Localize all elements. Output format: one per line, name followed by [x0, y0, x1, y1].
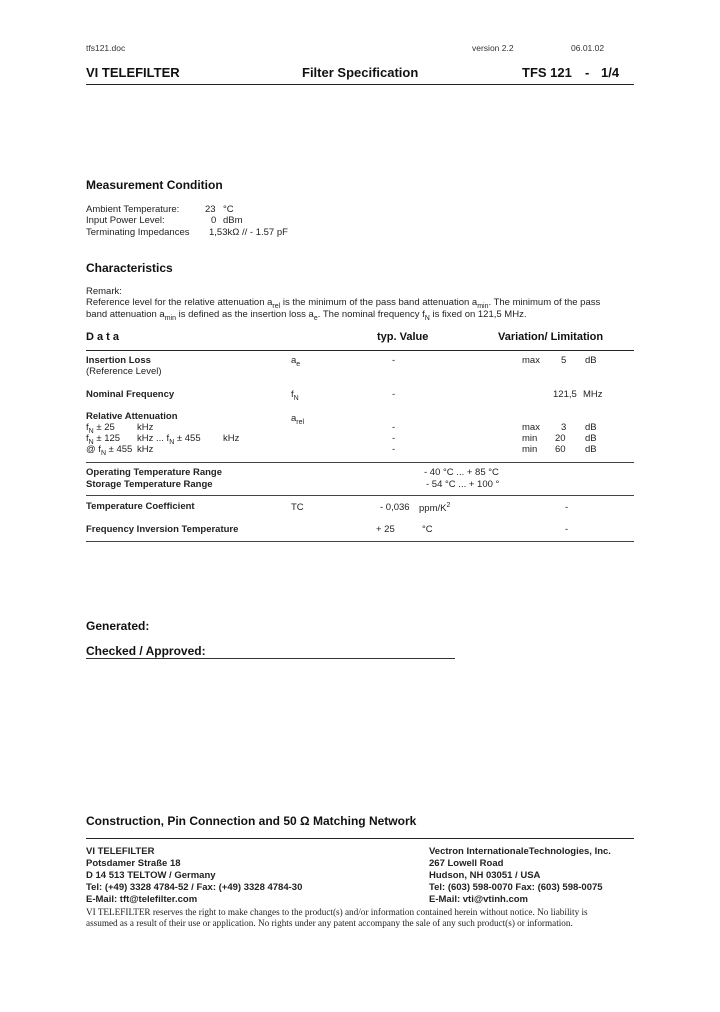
relative-attenuation-symbol: $a_{rel}$ [291, 413, 305, 426]
insertion-loss-unit: dB [585, 355, 597, 366]
company-name: VI TELEFILTER [86, 65, 180, 80]
measurement-value: 0 [211, 215, 217, 226]
rel-att-condition-unit: kHz [223, 433, 240, 444]
table-rule [86, 495, 634, 496]
footer-rule [86, 838, 634, 839]
remark-label: Remark: [86, 286, 122, 297]
footer-left-email[interactable]: E-Mail: tft@telefilter.com [86, 894, 198, 905]
temp-coefficient-unit: ppm/$K^2$ [419, 502, 451, 515]
freq-inversion-label: Frequency Inversion Temperature [86, 524, 239, 535]
rel-att-condition-unit: kHz [137, 444, 154, 455]
nominal-frequency-value: 121,5 [553, 389, 577, 400]
footer-disclaimer: assumed as a result of their use or application. No rights under any patent accompany the sale of any such product(s) or information. [86, 918, 573, 928]
col-data-header: D a t a [86, 331, 120, 343]
rel-att-limit: min [522, 444, 538, 455]
table-header-rule [86, 350, 634, 351]
header-date: 06.01.02 [571, 43, 605, 53]
storage-temp-range: - 54 °C ... + 100 ° [426, 479, 500, 490]
table-end-rule [86, 541, 634, 542]
footer-right-line: Vectron InternationaleTechnologies, Inc. [429, 846, 611, 857]
rel-att-condition: @ $f_N \pm 455$ [86, 444, 133, 457]
remark-line-1: Reference level for the relative attenuation $a_{rel}$ is the minimum of the pass band attenuation $a_{min}$. The minimum of the pass [86, 297, 601, 310]
relative-attenuation-label: Relative Attenuation [86, 411, 178, 422]
measurement-value: 23 [205, 204, 216, 215]
insertion-loss-symbol: $a_e$ [291, 355, 301, 368]
characteristics-heading: Characteristics [86, 261, 173, 275]
footer-left-line: Potsdamer Straße 18 [86, 858, 181, 869]
footer-disclaimer: VI TELEFILTER reserves the right to make changes to the product(s) and/or information contained herein without notice. No liability is [86, 907, 588, 917]
rel-att-typ: - [392, 444, 396, 455]
signature-line [86, 658, 455, 659]
insertion-loss-typ: - [392, 355, 396, 366]
rel-att-unit: dB [585, 444, 597, 455]
nominal-frequency-unit: MHz [583, 389, 603, 400]
col-typ-header: typ. Value [377, 331, 429, 343]
insertion-loss-label: Insertion Loss [86, 355, 151, 366]
freq-inversion-value: + 25 [376, 524, 395, 535]
insertion-loss-value: 5 [561, 355, 567, 366]
generated-label: Generated: [86, 619, 150, 633]
nominal-frequency-symbol: $f_N$ [291, 389, 299, 402]
measurement-label: Ambient Temperature: [86, 204, 180, 215]
operating-temp-range: - 40 °C ... + 85 °C [424, 467, 499, 478]
footer-right-line: 267 Lowell Road [429, 858, 504, 869]
page-title: Filter Specification [302, 65, 419, 80]
operating-temp-label: Operating Temperature Range [86, 467, 223, 478]
insertion-loss-limit: max [522, 355, 540, 366]
nominal-frequency-label: Nominal Frequency [86, 389, 175, 400]
rel-att-typ: - [392, 422, 396, 433]
footer-left-line: D 14 513 TELTOW / Germany [86, 870, 216, 881]
measurement-heading: Measurement Condition [86, 178, 223, 192]
measurement-label: Terminating Impedances [86, 227, 190, 238]
rel-att-condition: $f_N \pm 125$ [86, 433, 121, 446]
measurement-label: Input Power Level: [86, 215, 165, 226]
measurement-unit: °C [223, 204, 234, 215]
footer-left-line: Tel: (+49) 3328 4784-52 / Fax: (+49) 3328 4784-30 [86, 882, 303, 893]
footer-left-line: VI TELEFILTER [86, 846, 155, 857]
measurement-unit: dBm [223, 215, 243, 226]
col-var-header: Variation/ Limitation [498, 331, 604, 343]
insertion-loss-sublabel: (Reference Level) [86, 366, 162, 377]
rel-att-limit: min [522, 433, 538, 444]
construction-heading: Construction, Pin Connection and 50 Ω Matching Network [86, 814, 417, 828]
measurement-value: 1,53kΩ // - 1.57 pF [209, 227, 288, 238]
rel-att-value: 3 [561, 422, 567, 433]
header-filename: tfs121.doc [86, 43, 126, 53]
temp-coefficient-value: - 0,036 [380, 502, 410, 513]
rel-att-value: 60 [555, 444, 566, 455]
header-rule [86, 84, 634, 85]
rel-att-unit: dB [585, 433, 597, 444]
freq-inversion-unit: °C [422, 524, 433, 535]
rel-att-value: 20 [555, 433, 566, 444]
table-rule [86, 462, 634, 463]
title-dash: - [585, 65, 590, 80]
temp-coefficient-symbol: TC [291, 502, 304, 513]
rel-att-condition-range: kHz ... $f_N \pm 455$ [137, 433, 201, 446]
part-number: TFS 121 [522, 65, 572, 80]
rel-att-limit: max [522, 422, 540, 433]
rel-att-unit: dB [585, 422, 597, 433]
rel-att-condition: $f_N \pm 25$ [86, 422, 115, 435]
checked-approved-label: Checked / Approved: [86, 644, 206, 658]
remark-line-2: band attenuation $a_{min}$ is defined as the insertion loss $a_e$. The nominal frequency $f_N$ is fixed on 121,5 MHz. [86, 309, 527, 322]
temp-coefficient-variation: - [565, 502, 569, 513]
storage-temp-label: Storage Temperature Range [86, 479, 213, 490]
page-number: 1/4 [601, 65, 620, 80]
footer-right-line: Tel: (603) 598-0070 Fax: (603) 598-0075 [429, 882, 603, 893]
freq-inversion-variation: - [565, 524, 569, 535]
footer-right-email[interactable]: E-Mail: vti@vtinh.com [429, 894, 528, 905]
nominal-frequency-typ: - [392, 389, 396, 400]
header-version: version 2.2 [472, 43, 514, 53]
temp-coefficient-label: Temperature Coefficient [86, 501, 195, 512]
rel-att-typ: - [392, 433, 396, 444]
rel-att-condition-unit: kHz [137, 422, 154, 433]
footer-right-line: Hudson, NH 03051 / USA [429, 870, 541, 881]
